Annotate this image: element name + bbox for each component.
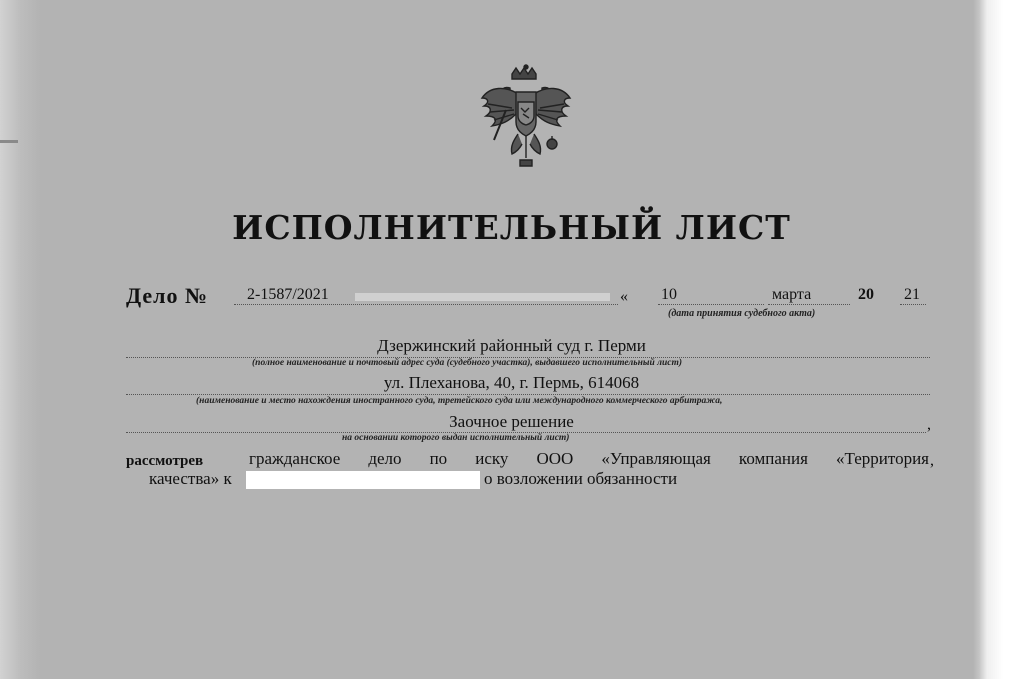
- decision-caption: на основании которого выдан исполнительный лист): [342, 433, 570, 443]
- court-name-caption: (полное наименование и почтовый адрес суда (судебного участка), выдавшего исполнительный лист): [252, 358, 683, 368]
- decision-type: Заочное решение: [449, 412, 574, 431]
- court-address: ул. Плеханова, 40, г. Пермь, 614068: [383, 373, 640, 392]
- date-day: 10: [661, 286, 677, 303]
- staple-mark: [0, 140, 18, 143]
- date-day-underline: [658, 304, 764, 305]
- court-address-caption: (наименование и место нахождения иностранного суда, третейского суда или международного коммерческого арбитража,: [196, 396, 723, 406]
- court-address-underline: [126, 394, 930, 395]
- case-number-label: Дело №: [126, 283, 209, 308]
- date-month: марта: [772, 286, 812, 303]
- coat-of-arms-icon: [476, 64, 576, 172]
- date-year-underline: [900, 304, 926, 305]
- case-number: 2-1587/2021: [247, 286, 329, 303]
- date-open-quote: «: [620, 288, 628, 305]
- claim-text-line-2-end: о возложении обязанности: [484, 469, 678, 488]
- claim-text-line-2-start: качества» к: [149, 469, 232, 488]
- redacted-defendant: [246, 471, 480, 489]
- document-title: ИСПОЛНИТЕЛЬНЫЙ ЛИСТ: [232, 208, 791, 247]
- date-year: 21: [904, 286, 920, 303]
- comma: ,: [927, 416, 931, 433]
- date-caption: (дата принятия судебного акта): [668, 308, 816, 319]
- blurred-text: [355, 293, 610, 301]
- considered-label: рассмотрев: [126, 453, 204, 469]
- comma: ,: [930, 452, 934, 469]
- claim-text-line-1: гражданское дело по иску ООО «Управляющая компания «Территория: [249, 449, 929, 468]
- date-century: 20: [858, 286, 874, 303]
- court-name: Дзержинский районный суд г. Перми: [377, 336, 646, 355]
- case-number-underline: [234, 304, 618, 305]
- date-month-underline: [768, 304, 850, 305]
